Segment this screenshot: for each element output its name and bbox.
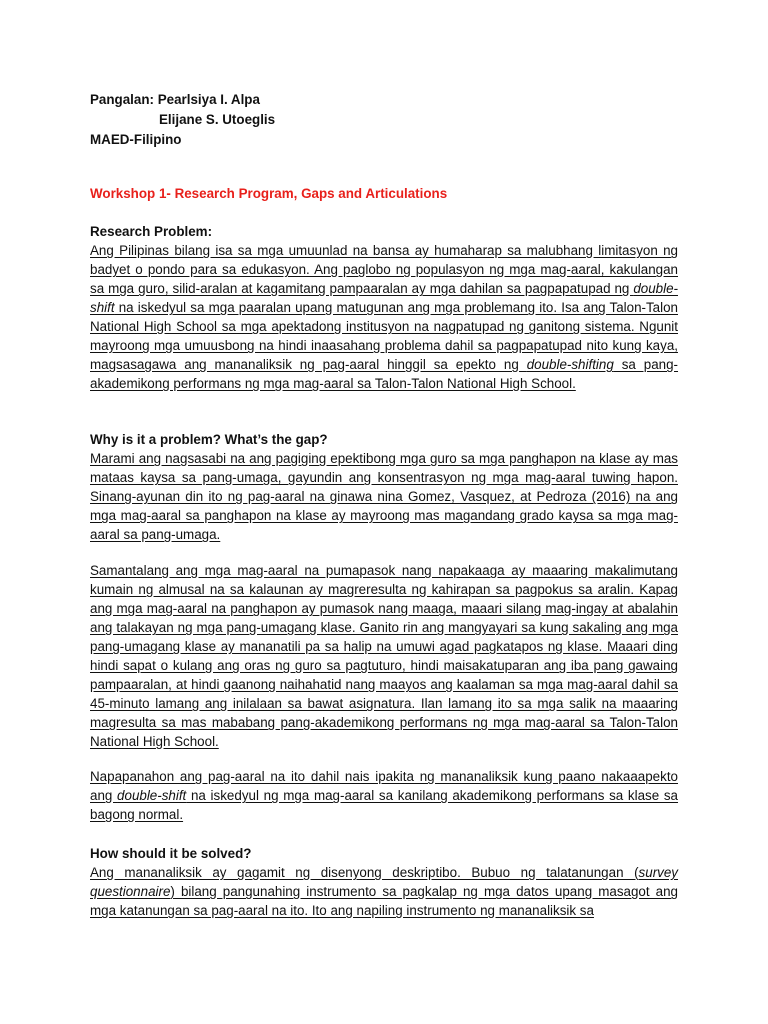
text-run: Ang Pilipinas bilang isa sa mga umuunlad na bansa ay humaharap sa malubhang limitasyon ng badyet o pondo para sa edukasyon. Ang paglobo ng populasyon ng mga mag-aaral, kakulangan sa mga guro, silid-aralan at kagamitang pampaaralan ay mga dahilan sa pagpapatupad ng	[90, 243, 678, 296]
why-problem-paragraph-1: Marami ang nagsasabi na ang pagiging epektibong mga guro sa mga panghapon na klase ay mas mataas kaysa sa pang-umaga, gayundin ang konsentrasyon ng mga mag-aaral tuwing hapon. Sinang-ayunan din ito ng pag-aaral na ginawa nina Gomez, Vasquez, at Pedroza (2016) na ang mga mag-aaral sa panghapon na klase ay mayroong mas magandang grado kaysa sa mga mag-aaral sa pang-umaga.	[90, 451, 678, 542]
text-run: na iskedyul sa mga paaralan upang matugunan ang mga problemang ito. Isa ang Talon-Talon National High School sa mga apektadong institusyon na nagpatupad ng ganitong sistema. Ngunit mayroong mga umuusbong na hindi inaasahang problema dahil sa pagpapatupad nito kung kaya, magsasagawa ang mananaliksik ng pag-aaral hinggil sa epekto ng	[90, 300, 678, 372]
text-run: Napapanahon ang pag-aaral na ito dahil nais ipakita ng mananaliksik kung paano nakaaapekto ang	[90, 769, 678, 803]
author-header	[90, 90, 678, 150]
workshop-title: Workshop 1- Research Program, Gaps and Articulations	[90, 186, 448, 201]
why-problem-section	[90, 430, 678, 544]
name-label: Pangalan: Pearlsiya I. Alpa	[90, 92, 260, 107]
italic-term: double-shifting	[526, 357, 614, 372]
italic-term: double-shift	[117, 788, 187, 803]
how-solved-heading: How should it be solved?	[90, 846, 252, 861]
research-problem-paragraph	[90, 241, 678, 393]
why-problem-paragraph-2: Samantalang ang mga mag-aaral na pumapasok nang napakaaga ay maaaring makalimutang kumain ng almusal na sa kalaunan ay magreresulta ng kahirapan sa pagpokus sa aralin. Kapag ang mga mag-aaral na panghapon ay pumasok nang maaga, maaari silang mag-ingay at abalahin ang talakayan ng mga pang-umagang klase. Ganito rin ang mangyayari sa kung sakaling ang mga pang-umagang klase ay mananatili pa sa halip na umuwi agad pagkatapos ng klase. Maaari ding hindi sapat o kulang ang oras ng guro sa pagtuturo, hindi maisakatuparan ang iba pang gawaing pampaaralan, at hindi gaanong naihahatid nang maayos ang kaalaman sa mga mag-aaral dahil sa 45-minuto lamang ang inilalaan sa bawat asignatura. Ilan lamang ito sa mga salik na maaaring magresulta sa mas mababang pang-akademikong performans ng mga mag-aaral sa Talon-Talon National High School.	[90, 563, 678, 749]
text-run: sa pang-akademikong performans ng mga mag-aaral sa Talon-Talon National High School.	[90, 357, 679, 391]
italic-term: double-shift	[90, 281, 678, 315]
italic-term: survey questionnaire	[90, 865, 678, 899]
second-author-name: Elijane S. Utoeglis	[159, 112, 276, 127]
program-label: MAED-Filipino	[90, 132, 182, 147]
research-problem-section	[90, 222, 678, 393]
why-problem-paragraph-3	[90, 767, 678, 824]
text-run: na iskedyul ng mga mag-aaral sa kanilang akademikong performans sa klase sa bagong normal.	[90, 788, 679, 822]
how-solved-section	[90, 844, 678, 920]
research-problem-heading: Research Problem:	[90, 224, 213, 239]
why-problem-heading: Why is it a problem? What’s the gap?	[90, 432, 328, 447]
how-solved-paragraph	[90, 863, 678, 920]
text-run: ) bilang pangunahing instrumento sa pagkalap ng mga datos upang masagot ang mga katanungan sa pag-aaral na ito. Ito ang napiling instrumento ng mananaliksik sa	[90, 884, 678, 918]
text-run: Ang mananaliksik ay gagamit ng disenyong deskriptibo. Bubuo ng talatanungan (	[90, 865, 639, 880]
